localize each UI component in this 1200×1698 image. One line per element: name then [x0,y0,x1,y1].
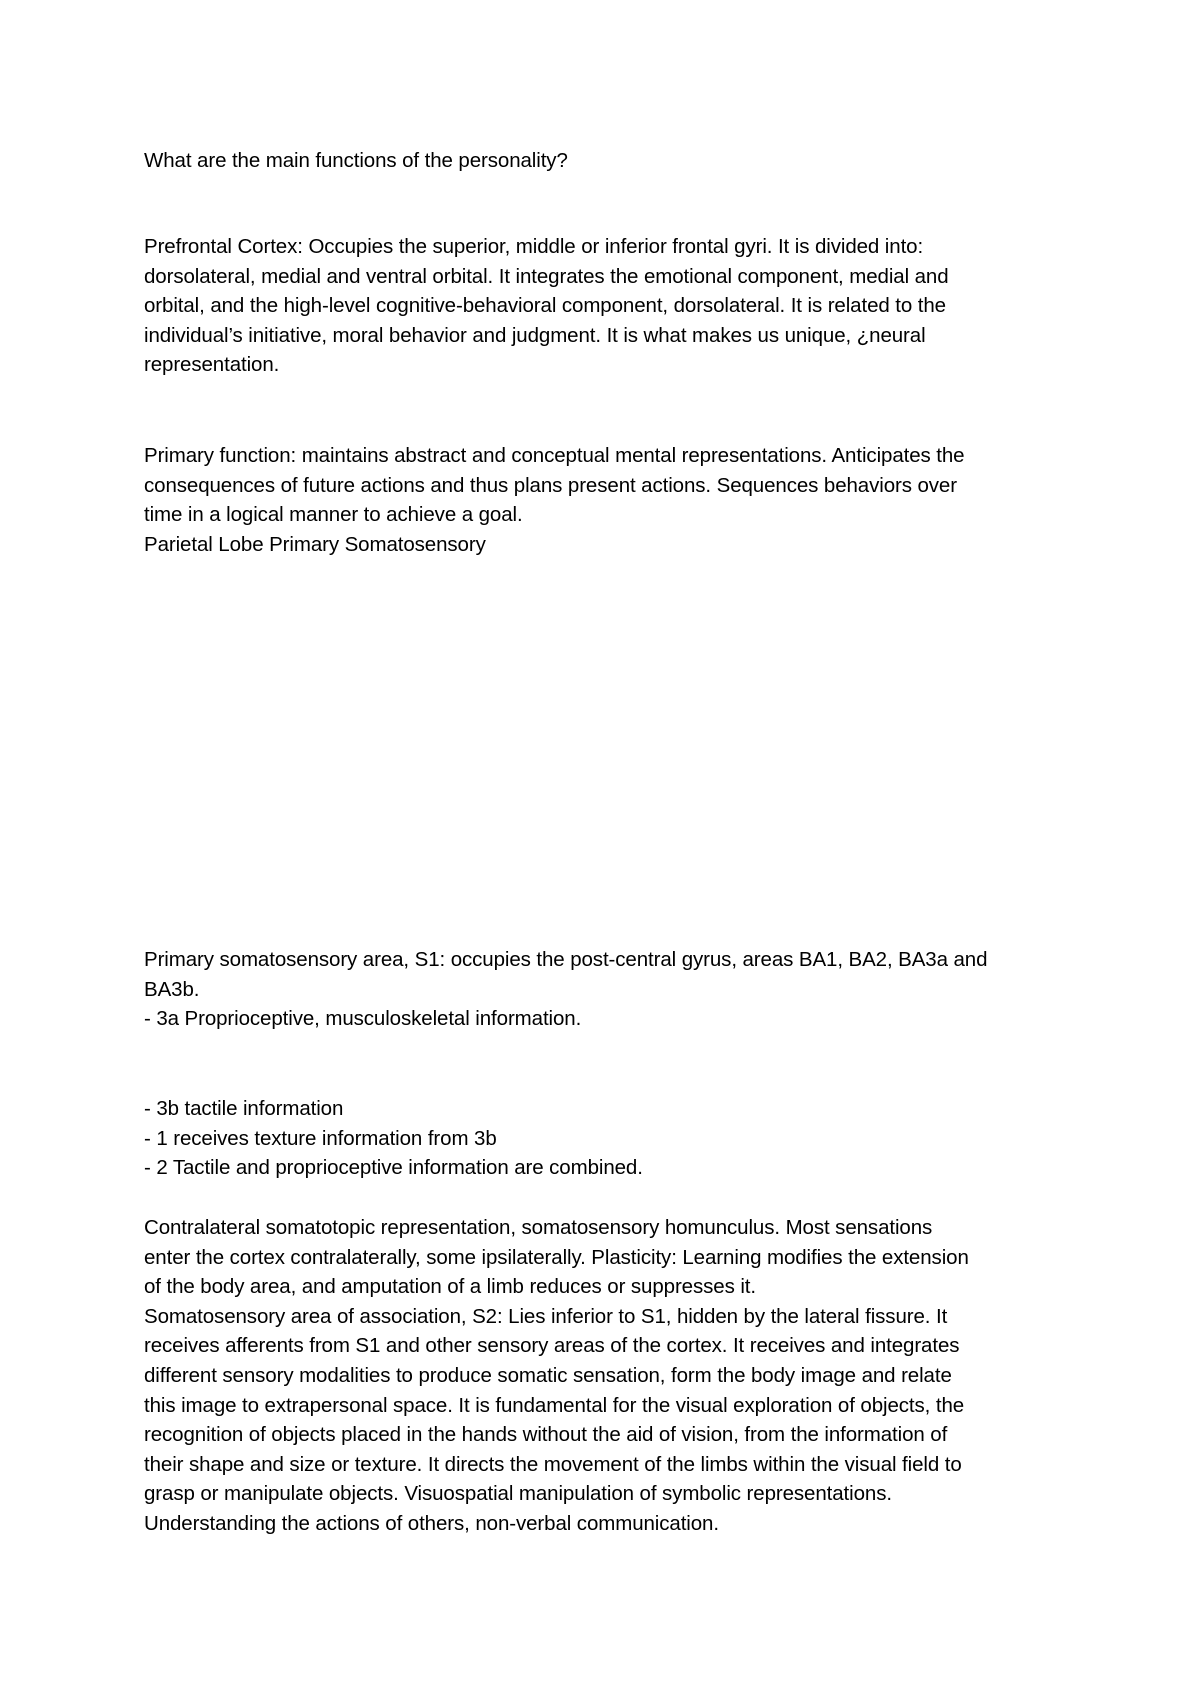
areas-list [144,1094,1084,1183]
contralateral-line: enter the cortex contralaterally, some ipsilaterally. Plasticity: Learning modifies the extension [144,1245,969,1269]
primary-function-line: consequences of future actions and thus plans present actions. Sequences behaviors over [144,473,957,497]
somatosensory-s1-paragraph [144,945,1084,1034]
s2-line: this image to extrapersonal space. It is fundamental for the visual exploration of objects, the [144,1393,965,1417]
s2-line: Somatosensory area of association, S2: Lies inferior to S1, hidden by the lateral fissure. It [144,1304,948,1328]
list-item-2: - 2 Tactile and proprioceptive information are combined. [144,1156,643,1180]
prefrontal-line: individual’s initiative, moral behavior and judgment. It is what makes us unique, ¿neural [144,323,926,347]
contralateral-line: of the body area, and amputation of a limb reduces or suppresses it. [144,1275,756,1299]
s1-list-item-3a: - 3a Proprioceptive, musculoskeletal information. [144,1007,582,1031]
prefrontal-line: Prefrontal Cortex: Occupies the superior, middle or inferior frontal gyri. It is divided into: [144,235,924,258]
prefrontal-line: representation. [144,353,280,377]
question-line: What are the main functions of the personality? [144,149,568,172]
prefrontal-line: orbital, and the high-level cognitive-behavioral component, dorsolateral. It is related to the [144,294,946,318]
s2-line: Understanding the actions of others, non-verbal communication. [144,1511,719,1535]
primary-function-line: time in a logical manner to achieve a goal. [144,503,523,527]
s2-line: their shape and size or texture. It directs the movement of the limbs within the visual field to [144,1452,962,1476]
s2-line: recognition of objects placed in the hands without the aid of vision, from the information of [144,1423,948,1447]
question-heading [144,146,1084,176]
contralateral-paragraph [144,1213,1084,1539]
list-item-1: - 1 receives texture information from 3b [144,1126,497,1150]
s1-line: BA3b. [144,977,200,1001]
prefrontal-paragraph [144,232,1084,380]
s2-line: grasp or manipulate objects. Visuospatial manipulation of symbolic representations. [144,1482,892,1506]
primary-function-line: Primary function: maintains abstract and conceptual mental representations. Anticipates the [144,444,965,467]
s2-line: different sensory modalities to produce somatic sensation, form the body image and relate [144,1363,952,1387]
contralateral-line: Contralateral somatotopic representation, somatosensory homunculus. Most sensations [144,1216,933,1239]
parietal-lobe-heading: Parietal Lobe Primary Somatosensory [144,532,486,556]
prefrontal-line: dorsolateral, medial and ventral orbital. It integrates the emotional component, medial and [144,264,949,288]
s2-line: receives afferents from S1 and other sensory areas of the cortex. It receives and integrates [144,1334,960,1358]
s1-line: Primary somatosensory area, S1: occupies the post-central gyrus, areas BA1, BA2, BA3a and [144,948,988,971]
primary-function-paragraph [144,441,1084,559]
list-item-3b: - 3b tactile information [144,1097,344,1120]
